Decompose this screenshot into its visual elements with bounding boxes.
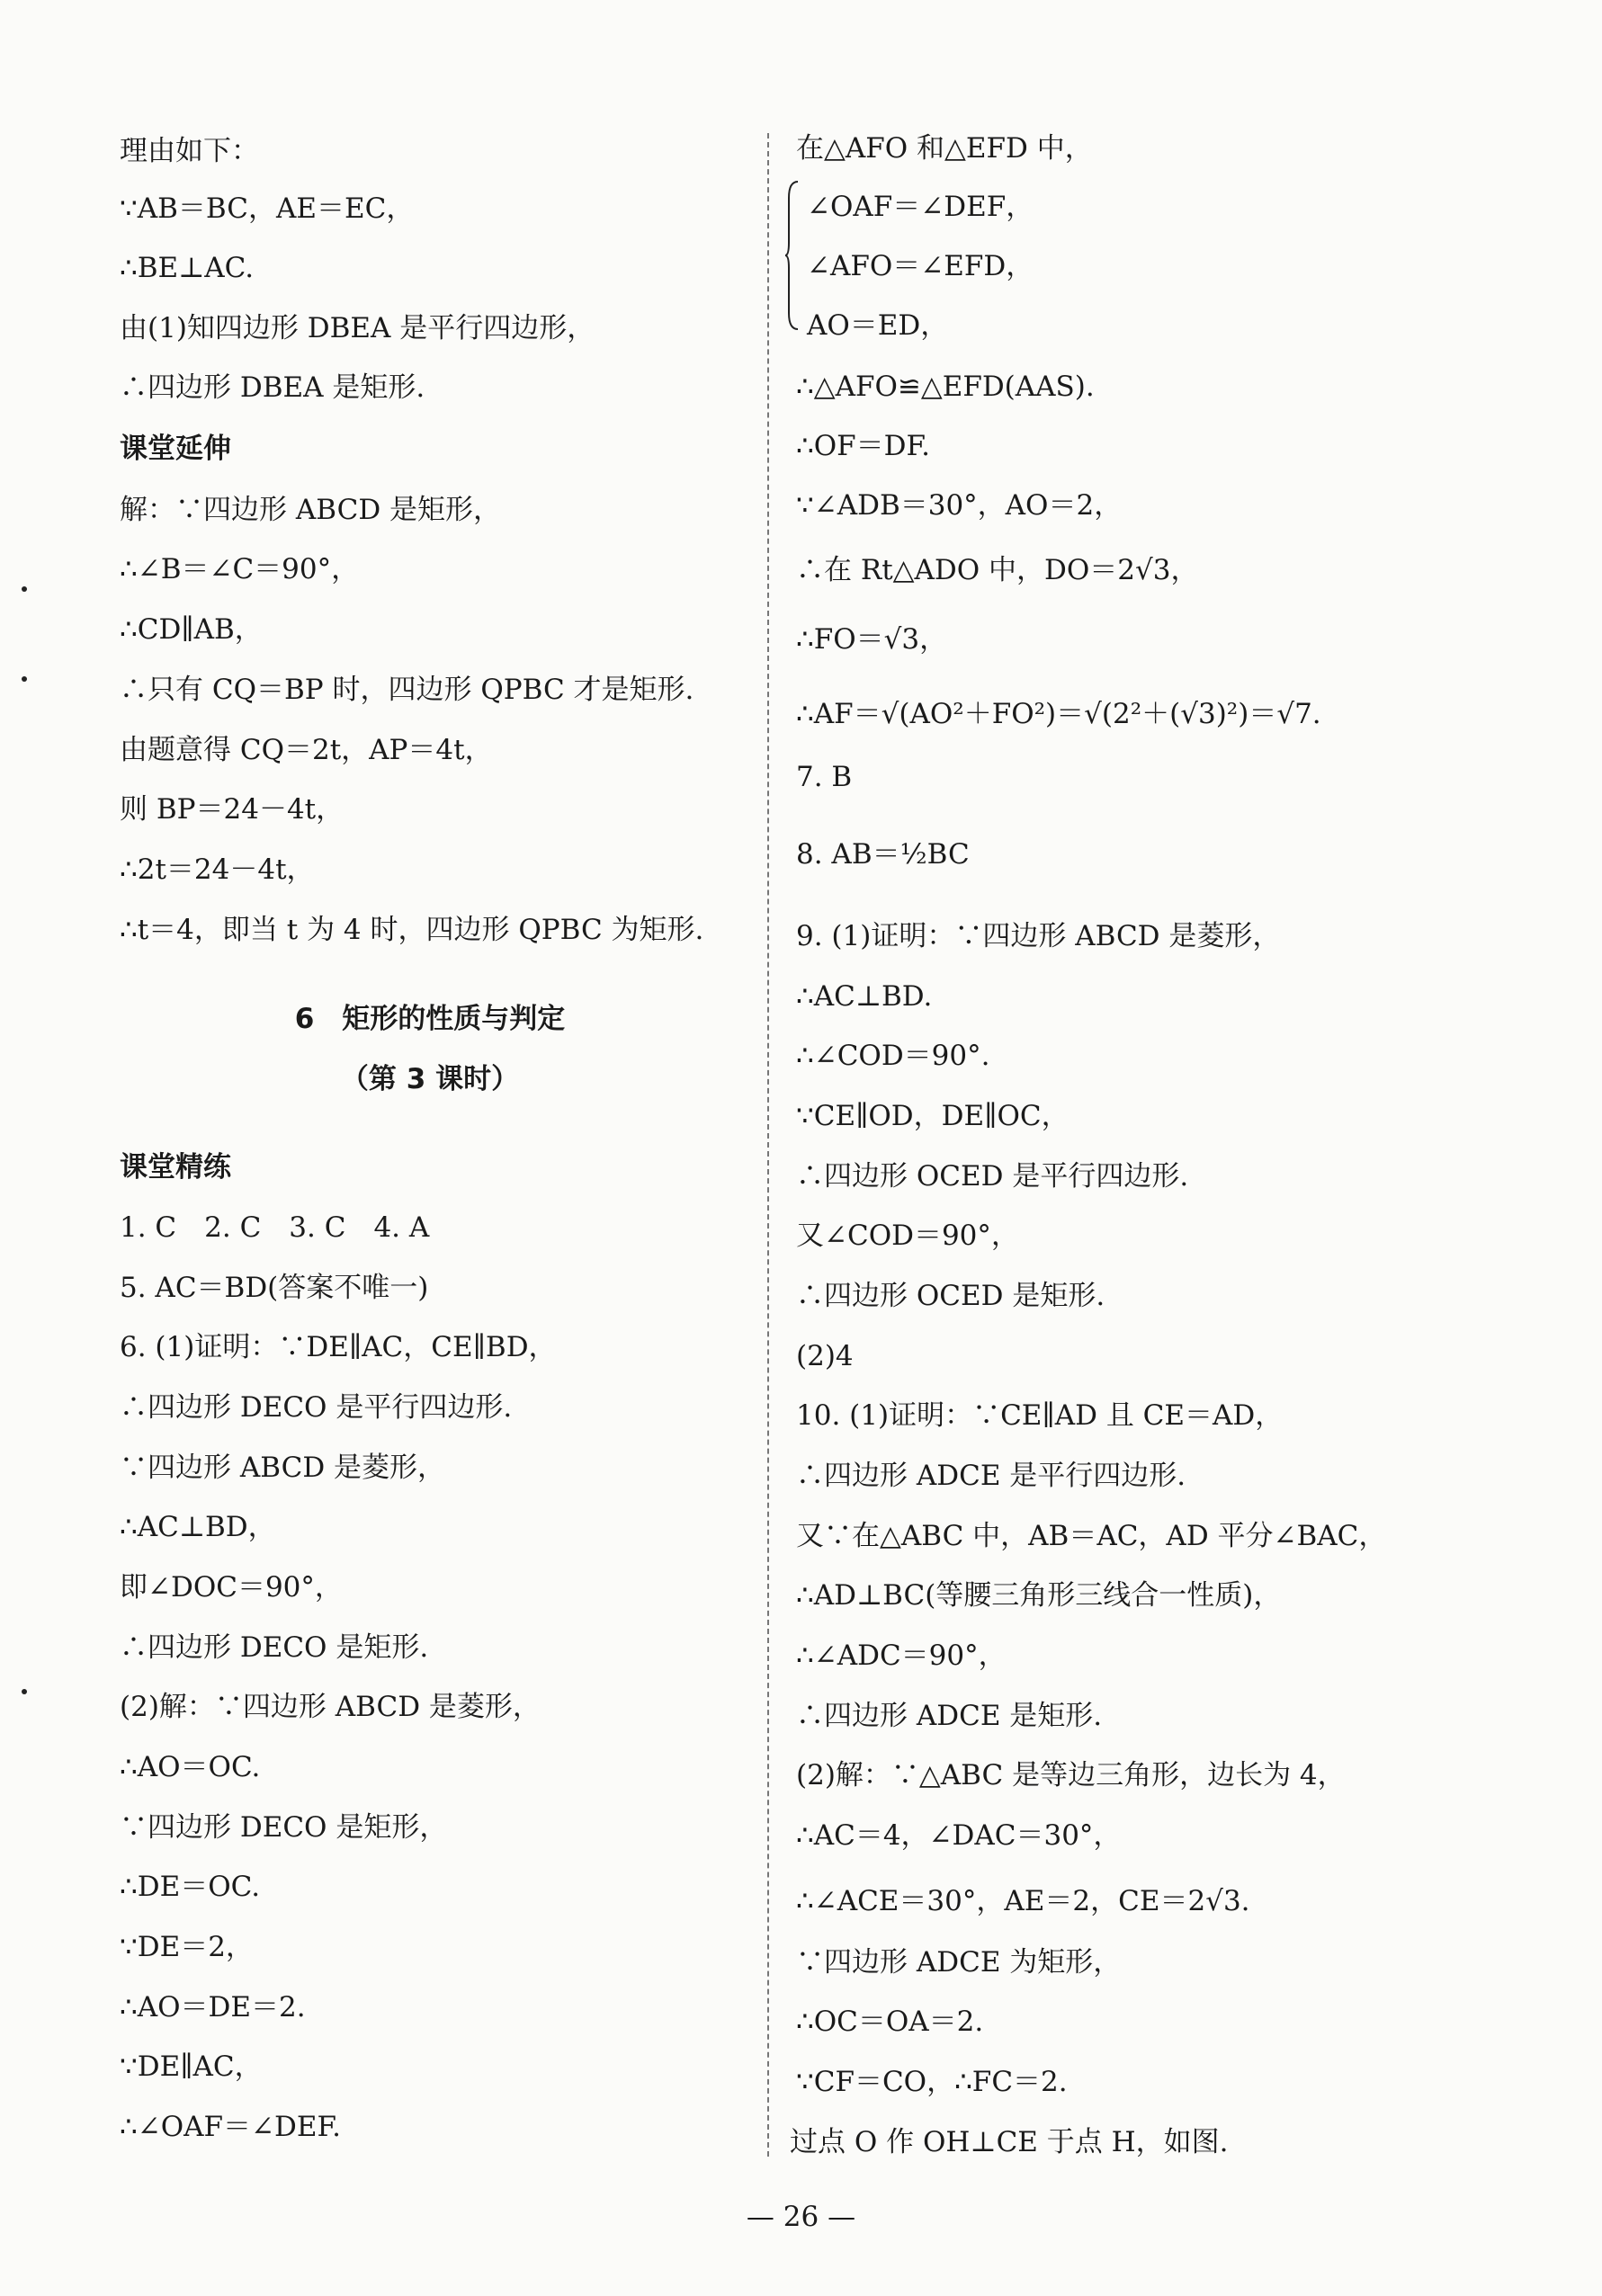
- text-line: 则 BP＝24－4t，: [120, 793, 345, 826]
- text-line: ∴四边形 ADCE 是矩形.: [796, 1700, 1103, 1732]
- text-line: ∴四边形 DECO 是平行四边形.: [120, 1391, 513, 1424]
- text-line: ∴t＝4，即当 t 为 4 时，四边形 QPBC 为矩形.: [120, 914, 704, 946]
- text-line: ∴FO＝√3，: [796, 623, 948, 656]
- text-line: ∴OF＝DF.: [796, 430, 931, 462]
- text-line: ∵四边形 ABCD 是菱形，: [120, 1452, 446, 1484]
- text-line: 在△AFO 和△EFD 中，: [796, 132, 1093, 165]
- text-line: (2)4: [796, 1340, 854, 1372]
- text-line: (2)解：∵△ABC 是等边三角形，边长为 4，: [796, 1759, 1346, 1791]
- text-line: ∴∠ADC＝90°，: [796, 1639, 1007, 1672]
- text-line: ∴∠COD＝90°.: [796, 1040, 990, 1072]
- text-line: ∴四边形 DBEA 是矩形.: [120, 371, 425, 404]
- text-line: ∠AFO＝∠EFD，: [807, 250, 1034, 282]
- text-line: ∵CE∥OD，DE∥OC，: [796, 1100, 1069, 1132]
- scan-speck: [22, 676, 27, 682]
- text-line: ∴AO＝OC.: [120, 1751, 261, 1783]
- scan-speck: [22, 1689, 27, 1694]
- text-line: ∴四边形 DECO 是矩形.: [120, 1631, 429, 1664]
- page-number: — 26 —: [746, 2201, 856, 2233]
- left-brace: [785, 180, 800, 331]
- text-line: ∴△AFO≌△EFD(AAS).: [796, 371, 1095, 403]
- text-line: 7. B: [796, 761, 853, 793]
- text-line: ∵AB＝BC，AE＝EC，: [120, 192, 415, 225]
- text-line: 理由如下：: [120, 135, 259, 167]
- scan-speck: [22, 586, 27, 592]
- text-line: 10. (1)证明：∵CE∥AD 且 CE＝AD，: [796, 1399, 1284, 1432]
- text-line: ∴OC＝OA＝2.: [796, 2006, 984, 2038]
- text-line: ∴∠ACE＝30°，AE＝2，CE＝2√3.: [796, 1885, 1250, 1917]
- chapter-title: 6 矩形的性质与判定: [294, 1003, 566, 1035]
- text-line: 又∠COD＝90°，: [796, 1219, 1019, 1252]
- text-line: ∵∠ADB＝30°，AO＝2，: [796, 489, 1123, 522]
- text-line: (2)解：∵四边形 ABCD 是菱形，: [120, 1691, 541, 1723]
- text-line: AO＝ED，: [807, 309, 949, 342]
- text-line: 又∵在△ABC 中，AB＝AC，AD 平分∠BAC，: [796, 1520, 1387, 1552]
- section-heading: 课堂延伸: [120, 433, 231, 465]
- text-line: 5. AC＝BD(答案不唯一): [120, 1272, 429, 1304]
- section-heading: 课堂精练: [120, 1151, 231, 1184]
- text-line: ∴四边形 ADCE 是平行四边形.: [796, 1460, 1186, 1492]
- text-line: ∵DE＝2，: [120, 1931, 254, 1963]
- text-line: ∴AD⊥BC(等腰三角形三线合一性质)，: [796, 1579, 1282, 1612]
- text-line: 8. AB＝½BC: [796, 838, 970, 871]
- text-line: 由(1)知四边形 DBEA 是平行四边形，: [120, 312, 595, 344]
- text-line: 即∠DOC＝90°，: [120, 1571, 343, 1604]
- text-line: ∴只有 CQ＝BP 时，四边形 QPBC 才是矩形.: [120, 674, 694, 706]
- text-line: ∴四边形 OCED 是平行四边形.: [796, 1160, 1189, 1193]
- text-line: 过点 O 作 OH⊥CE 于点 H，如图.: [790, 2126, 1229, 2158]
- lesson-subtitle: （第 3 课时）: [340, 1063, 520, 1095]
- text-line: ∴AC⊥BD，: [120, 1511, 276, 1543]
- column-divider: [767, 133, 769, 2157]
- text-line: ∴∠B＝∠C＝90°，: [120, 553, 360, 585]
- text-line: ∴四边形 OCED 是矩形.: [796, 1280, 1105, 1312]
- text-line: ∴BE⊥AC.: [120, 252, 255, 284]
- text-line: ∴CD∥AB，: [120, 613, 263, 646]
- text-line: ∴AF＝√(AO²＋FO²)＝√(2²＋(√3)²)＝√7.: [796, 698, 1321, 730]
- text-line: ∵四边形 DECO 是矩形，: [120, 1811, 448, 1844]
- text-line: ∴在 Rt△ADO 中，DO＝2√3，: [796, 554, 1199, 586]
- text-line: ∴AC＝4，∠DAC＝30°，: [796, 1819, 1122, 1852]
- text-line: ∴AC⊥BD.: [796, 980, 933, 1013]
- text-line: 1. C 2. C 3. C 4. A: [120, 1211, 430, 1244]
- text-line: ∴DE＝OC.: [120, 1871, 261, 1903]
- text-line: 6. (1)证明：∵DE∥AC，CE∥BD，: [120, 1331, 557, 1363]
- text-line: ∵四边形 ADCE 为矩形，: [796, 1946, 1122, 1979]
- text-line: ∵DE∥AC，: [120, 2050, 263, 2083]
- text-line: ∵CF＝CO，∴FC＝2.: [796, 2066, 1068, 2098]
- text-line: 由题意得 CQ＝2t，AP＝4t，: [120, 734, 493, 766]
- text-line: ∴∠OAF＝∠DEF.: [120, 2111, 342, 2143]
- text-line: ∴AO＝DE＝2.: [120, 1991, 306, 2024]
- text-line: 解：∵四边形 ABCD 是矩形，: [120, 494, 502, 526]
- text-line: ∴2t＝24－4t，: [120, 853, 315, 886]
- text-line: 9. (1)证明：∵四边形 ABCD 是菱形，: [796, 920, 1281, 952]
- text-line: ∠OAF＝∠DEF，: [807, 191, 1034, 223]
